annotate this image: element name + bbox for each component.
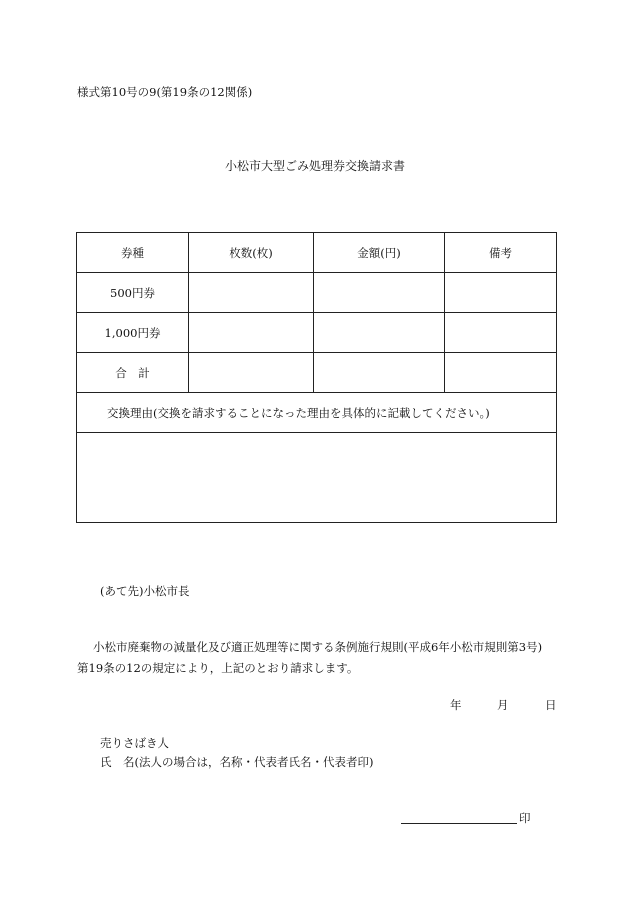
table-header-row (77, 233, 557, 273)
form-number: 様式第10号の9(第19条の12関係) (77, 85, 253, 99)
remarks-cell[interactable] (445, 273, 557, 313)
row-ticket-type: 500円券 (77, 273, 189, 313)
header-quantity: 枚数(枚) (189, 233, 314, 273)
header-remarks: 備考 (445, 233, 557, 273)
name-label: 氏 名(法人の場合は，名称・代表者氏名・代表者印) (100, 755, 374, 769)
signature-line[interactable] (401, 823, 517, 824)
quantity-cell[interactable] (189, 313, 314, 353)
table-row-total (77, 353, 557, 393)
date-day-label: 日 (545, 698, 557, 712)
amount-cell[interactable] (314, 273, 445, 313)
reason-label-row (77, 393, 557, 433)
reason-label: 交換理由(交換を請求することになった理由を具体的に記載してください。) (77, 393, 557, 433)
statement-line-2: 第19条の12の規定により，上記のとおり請求します。 (77, 661, 359, 675)
amount-cell[interactable] (314, 313, 445, 353)
row-ticket-type: 1,000円券 (77, 313, 189, 353)
remarks-cell[interactable] (445, 353, 557, 393)
header-ticket-type: 券種 (77, 233, 189, 273)
amount-cell[interactable] (314, 353, 445, 393)
reason-field[interactable] (77, 433, 557, 523)
reason-body-row (77, 433, 557, 523)
seller-label: 売りさばき人 (100, 736, 169, 750)
date-year-label: 年 (450, 698, 462, 712)
page-title: 小松市大型ごみ処理券交換請求書 (224, 159, 405, 173)
exchange-table (76, 232, 557, 523)
date-month-label: 月 (497, 698, 509, 712)
table-row (77, 313, 557, 353)
table-row (77, 273, 557, 313)
row-total-label: 合 計 (77, 353, 189, 393)
header-amount: 金額(円) (314, 233, 445, 273)
quantity-cell[interactable] (189, 273, 314, 313)
quantity-cell[interactable] (189, 353, 314, 393)
statement-line-1: 小松市廃棄物の減量化及び適正処理等に関する条例施行規則(平成6年小松市規則第3号) (93, 640, 543, 654)
addressee: (あて先)小松市長 (100, 584, 190, 598)
seal-mark: 印 (519, 811, 531, 825)
remarks-cell[interactable] (445, 313, 557, 353)
